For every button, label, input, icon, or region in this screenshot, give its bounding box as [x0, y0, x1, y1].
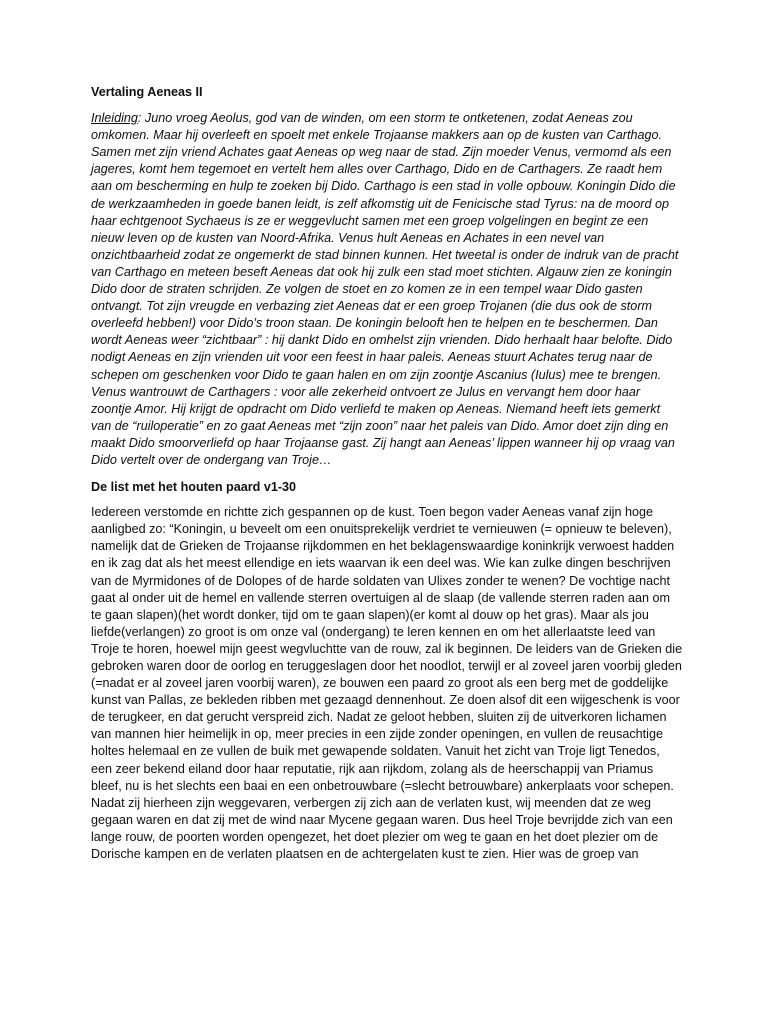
section-paragraph: Iedereen verstomde en richtte zich gespannen op de kust. Toen begon vader Aeneas vanaf zijn hoge aanligbed zo: “Koningin, u beveelt om een onuitsprekelijk verdriet te vernieuwen (= opnieuw te beleven), namelijk dat de Grieken de Trojaanse rijkdommen en het beklagenswaardige koninkrijk verwoest hadden en ik zag dat als het meest ellendige en iets waarvan ik een deel was. Wie kan zulke dingen beschrijven van de Myrmidones of de Dolopes of de harde soldaten van Ulixes zonder te wenen? De vochtige nacht gaat al onder uit de hemel en vallende sterren overtuigen al de slaap (de vallende sterren raden aan om te gaan slapen)(het wordt donker, tijd om te gaan slapen)(er komt al douw op het gras). Maar als jou liefde(verlangen) zo groot is om onze val (ondergang) te leren kennen en om het allerlaatste leed van Troje te horen, hoewel mijn geest wegvluchtte van de rouw, zal ik beginnen. De leiders van de Grieken die gebroken waren door de oorlog en teruggeslagen door het noodlot, terwijl er al zoveel jaren voorbij gleden (=nadat er al zoveel jaren voorbij waren), ze bouwen een paard zo groot als een berg met de goddelijke kunst van Pallas, ze bekleden ribben met gezaagd dennenhout. Ze doen alsof dit een wijgeschenk is voor de terugkeer, en dat gerucht verspreid zich. Nadat ze geloot hebben, sluiten zij de uitverkoren lichamen van mannen hier heimelijk in op, meer precies in een zijde zonder openingen, en vullen de reusachtige holtes helemaal en ze vullen de buik met gewapende soldaten. Vanuit het zicht van Troje ligt Tenedos, een zeer bekend eiland door haar reputatie, rijk aan rijkdom, zolang als de heerschappij van Priamus bleef, nu is het slechts een baai en een onbetrouwbare (=slecht betrouwbare) ankerplaats voor schepen. Nadat zij hierheen zijn weggevaren, verbergen zij zich aan de verlaten kust, wij meenden dat ze weg gegaan waren en dat zij met de wind naar Mycene gegaan waren. Dus heel Troje bevrijdde zich van een lange rouw, de poorten worden opengezet, het doet plezier om weg te gaan en het doet plezier om de Dorische kampen en de verlaten plaatsen en de achtergelaten kust te zien. Hier was de groep van — [91, 505, 683, 862]
document-title: Vertaling Aeneas II — [91, 85, 203, 99]
intro-label: Inleiding — [91, 111, 138, 126]
section-heading: De list met het houten paard v1-30 — [91, 480, 297, 495]
intro-paragraph — [91, 110, 683, 469]
intro-text: : Juno vroeg Aeolus, god van de winden, om een storm te ontketenen, zodat Aeneas zou omkomen. Maar hij overleeft en spoelt met enkele Trojaanse makkers aan op de kusten van Carthago. Samen met zijn vriend Achates gaat Aeneas op weg naar de stad. Zijn moeder Venus, vermomd als een jageres, komt hem tegemoet en vertelt hem alles over Carthago, Dido en de Carthagers. Ze raadt hem aan om bescherming en hulp te zoeken bij Dido. Carthago is een stad in volle opbouw. Koningin Dido die de werkzaamheden in goede banen leidt, is zelf afkomstig uit de Fenicische stad Tyrus: na de moord op haar echtgenoot Sychaeus is ze er weggevlucht samen met een groep volgelingen en begint ze een nieuw leven op de kusten van Noord-Afrika. Venus hult Aeneas en Achates in een nevel van onzichtbaarheid zodat ze ongemerkt de stad binnen kunnen. Het tweetal is onder de indruk van de pracht van Carthago en meteen beseft Aeneas dat ook hij zulk een stad moet stichten. Algauw zien ze koningin Dido door de straten schrijden. Ze volgen de stoet en zo komen ze in een tempel waar Dido gasten ontvangt. Tot zijn vreugde en verbazing ziet Aeneas dat er een groep Trojanen (die dus ook de storm overleefd hebben!) voor Dido’s troon staan. De koningin belooft hen te helpen en te beschermen. Dan wordt Aeneas weer “zichtbaar” : hij dankt Dido en omhelst zijn vrienden. Dido herhaalt haar belofte. Dido nodigt Aeneas en zijn vrienden uit voor een feest in haar paleis. Aeneas stuurt Achates terug naar de schepen om geschenken voor Dido te gaan halen en om zijn zoontje Ascanius (Iulus) mee te brengen. Venus wantrouwt de Carthagers : voor alle zekerheid ontvoert ze Julus en vervangt hem door haar zoontje Amor. Hij krijgt de opdracht om Dido verliefd te maken op Aeneas. Niemand heeft iets gemerkt van de “ruiloperatie” en zo gaat Aeneas met “zijn zoon” naar het paleis van Dido. Amor doet zijn ding en maakt Dido smoorverliefd op haar Trojaanse gast. Zij hangt aan Aeneas’ lippen wanneer hij op vraag van Dido vertelt over de ondergang van Troje… — [91, 111, 679, 467]
document-page — [91, 84, 683, 863]
